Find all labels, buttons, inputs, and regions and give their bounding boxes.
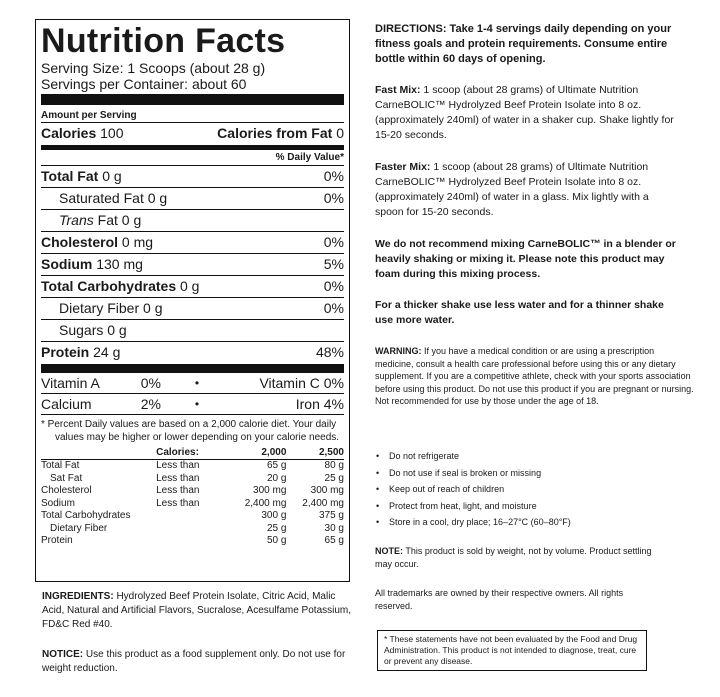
table-header: Calories: 2,000 2,500 [41, 446, 344, 460]
nutrient-row-sugars: Sugars 0 g [41, 319, 344, 341]
notice-label: NOTICE: [42, 649, 84, 660]
table-row: Total Fat Less than 65 g 80 g [41, 460, 344, 471]
nutrient-row-sodium: Sodium 130 mg 5% [41, 253, 344, 275]
notice-text: Use this product as a food supplement only. Do not use for weight reduction. [42, 649, 346, 674]
faster-mix-label: Faster Mix: [375, 161, 431, 173]
fast-mix-label: Fast Mix: [375, 84, 421, 96]
nutrient-row-dietary-fiber: Dietary Fiber 0 g 0% [41, 297, 344, 319]
servings-per-container: Servings per Container: about 60 [41, 76, 247, 92]
warning-text: If you have a medical condition or are using a prescription medicine, consult a health care professional before using this or any dietary supplement. If you are a competitive athlete, check with your sports association before using this product. Do not use this product if you are pregnant or nursing. Not recommended for use by those under the age of 18. [375, 346, 694, 406]
ingredients-text: Hydrolyzed Beef Protein Isolate, Citric Acid, Malic Acid, Natural and Artificial Flavors, Sucralose, Acesulfame Potassium, FD&C Red #40. [42, 591, 352, 630]
calories-row [41, 122, 344, 143]
ingredients-block [42, 590, 352, 632]
fast-mix-text: 1 scoop (about 28 grams) of Ultimate Nutrition CarneBOLIC™ Hydrolyzed Beef Protein Isolate into 8 oz. (approximately 240ml) of water in a shaker cup. Shake lightly for 15-20 seconds. [375, 84, 674, 141]
vitamin-row-calcium-iron: Calcium 2% • Iron 4% [41, 393, 344, 414]
bullet-dot: • [194, 397, 200, 411]
vitamin-row-a-c: Vitamin A 0% • Vitamin C 0% [41, 375, 344, 391]
trademarks-text: All trademarks are owned by their respective owners. All rights reserved. [375, 588, 624, 611]
nutrient-row-protein: Protein 24 g 48% [41, 341, 344, 363]
nutrition-facts-panel [35, 19, 350, 582]
amount-per-serving: Amount per Serving [41, 110, 137, 121]
note-block [375, 545, 655, 571]
daily-value-header: % Daily Value* [275, 152, 344, 163]
table-row: Total Carbohydrates 300 g 375 g [41, 510, 344, 521]
list-item: • Do not use if seal is broken or missing [375, 465, 695, 482]
table-row: Cholesterol Less than 300 mg 300 mg [41, 485, 344, 496]
directions: DIRECTIONS: Take 1-4 servings daily depending on your fitness goals and protein requirements. Consume entire bottle within 60 days of opening. [375, 23, 672, 65]
table-row: Sodium Less than 2,400 mg 2,400 mg [41, 497, 344, 509]
list-item: • Keep out of reach of children [375, 481, 695, 498]
calories: Calories 100 [41, 125, 124, 141]
nutrient-row-total-carbohydrates: Total Carbohydrates 0 g 0% [41, 275, 344, 297]
daily-value-reference-table [41, 446, 344, 548]
blender-note: We do not recommend mixing CarneBOLIC™ in a blender or heavily shaking or mixing it. Please note this product may foam during this mixing process. [375, 238, 676, 280]
nutrient-row-cholesterol: Cholesterol 0 mg 0% [41, 231, 344, 253]
storage-list [375, 448, 695, 531]
list-item: • Do not refrigerate [375, 448, 695, 465]
note-label: NOTE: [375, 546, 403, 556]
fda-disclaimer-box: * These statements have not been evaluated by the Food and Drug Administration. This product is not intended to diagnose, treat, cure or prevent any disease. [377, 630, 647, 671]
nutrient-row-saturated-fat: Saturated Fat 0 g 0% [41, 187, 344, 209]
table-row: Sat Fat Less than 20 g 25 g [50, 472, 344, 484]
table-row: Protein 50 g 65 g [41, 535, 344, 546]
bullet-dot: • [194, 376, 200, 390]
thick-divider [41, 94, 344, 105]
nutrient-row-total-fat: Total Fat 0 g 0% [41, 165, 344, 187]
ingredients-label: INGREDIENTS: [42, 591, 114, 602]
warning-label: WARNING: [375, 346, 422, 356]
nutrient-row-trans-fat: Trans Fat 0 g [41, 209, 344, 231]
nutrition-facts-title: Nutrition Facts [41, 22, 286, 60]
faster-mix-block [375, 160, 675, 220]
notice-block [42, 648, 352, 676]
serving-size: Serving Size: 1 Scoops (about 28 g) [41, 60, 266, 76]
warning-block [375, 345, 695, 408]
table-row: Dietary Fiber 25 g 30 g [50, 522, 344, 534]
note-text: This product is sold by weight, not by volume. Product settling may occur. [375, 546, 652, 569]
daily-value-footnote: * Percent Daily values are based on a 2,000 calorie diet. Your daily values may be higher or lower depending on your calorie needs. [41, 414, 344, 444]
thick-divider-vitamins [41, 364, 344, 373]
fast-mix-block [375, 83, 675, 143]
list-item: • Protect from heat, light, and moisture [375, 498, 695, 515]
list-item: • Store in a cool, dry place; 16–27°C (60–80°F) [375, 514, 695, 531]
faster-mix-text: 1 scoop (about 28 grams) of Ultimate Nutrition CarneBOLIC™ Hydrolyzed Beef Protein Isolate into 8 oz. (approximately 240ml) of water in a glass. Mix lightly with a spoon for 15-20 seconds. [375, 161, 649, 218]
calories-from-fat: Calories from Fat 0 [217, 125, 344, 141]
thick-shake-note: For a thicker shake use less water and for a thinner shake use more water. [375, 299, 664, 326]
